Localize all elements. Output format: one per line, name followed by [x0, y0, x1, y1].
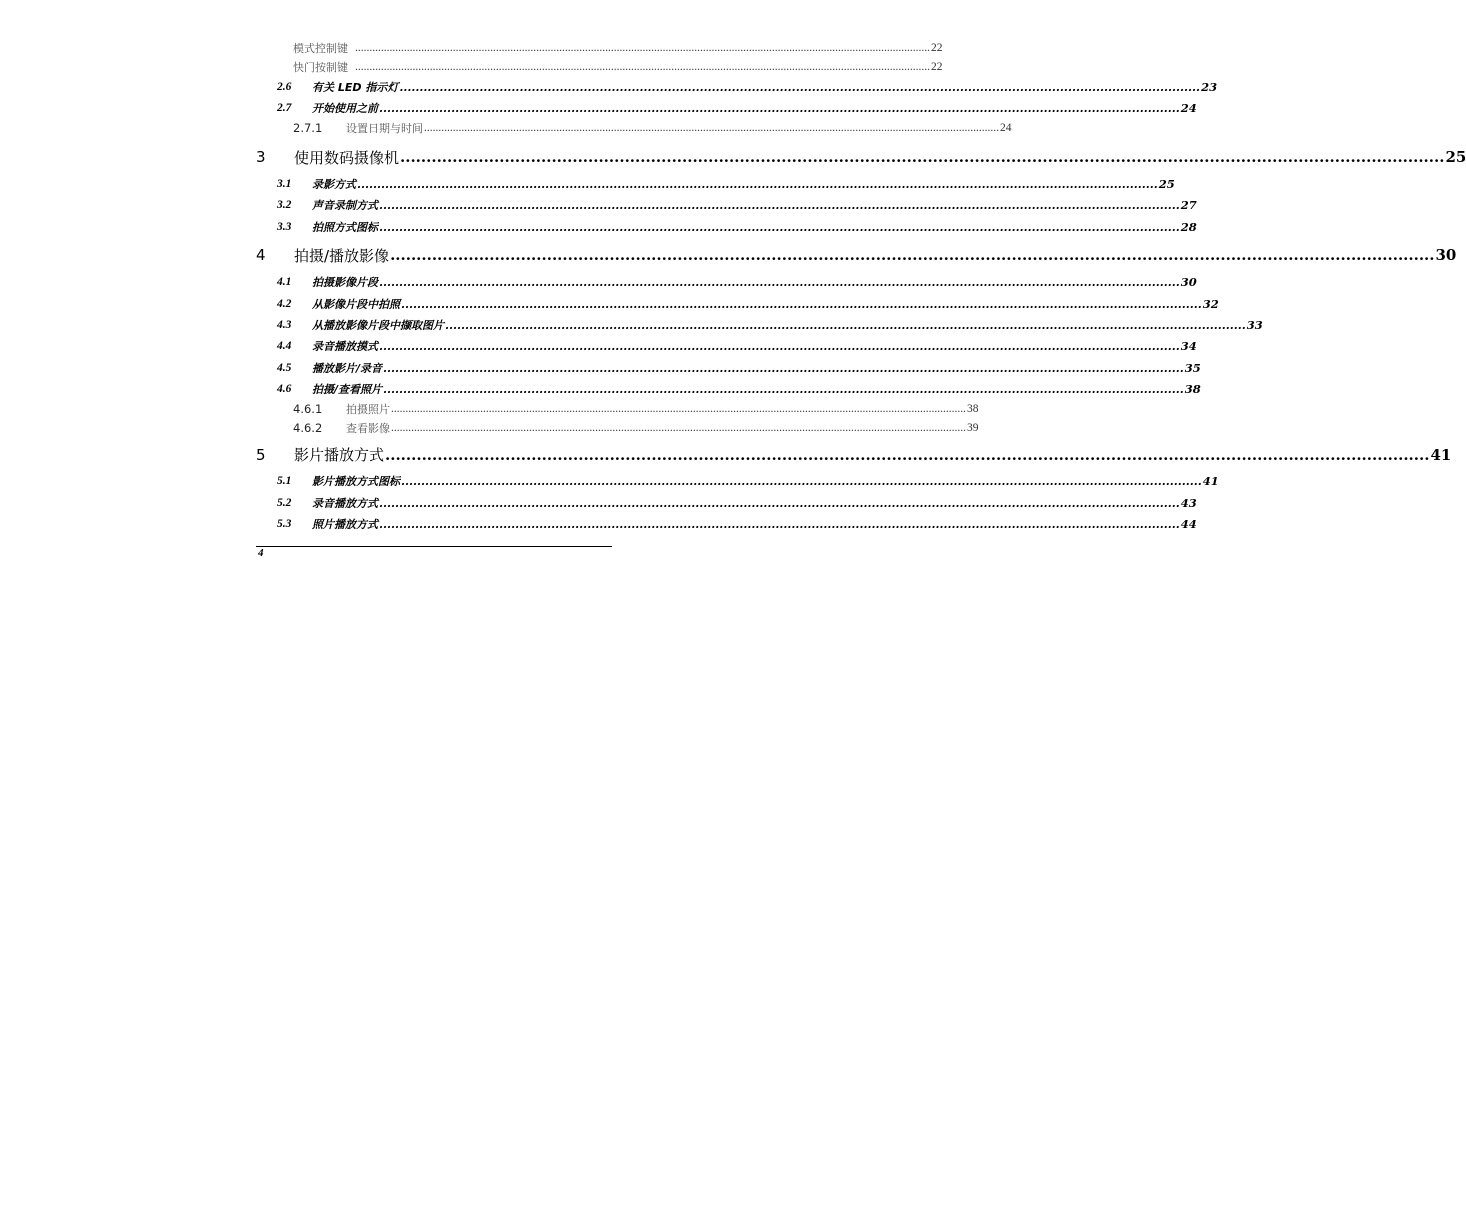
- toc-entry-page: 33: [1246, 317, 1263, 332]
- toc-entry[interactable]: [256, 314, 1263, 335]
- toc-entry-title: 拍摄/播放影像: [294, 246, 390, 265]
- toc-entry-page: 30: [1180, 275, 1197, 290]
- toc-leader-dots: ........................................................................................................................................................................................................: [379, 495, 1180, 510]
- toc-entry-page: 39: [967, 421, 979, 434]
- toc-entry-title: 从播放影像片段中撷取图片: [312, 318, 444, 332]
- toc-entry[interactable]: [256, 378, 1201, 399]
- toc-entry-title: 拍摄/查看照片: [312, 383, 383, 397]
- toc-leader-dots: ........................................................................................................................................................................................................: [399, 79, 1201, 94]
- toc-entry-number: 4: [256, 246, 266, 265]
- toc-entry-title: 快门按制键: [293, 60, 348, 74]
- toc-leader-dots: ........................................................................................................................................................................................................: [445, 317, 1246, 332]
- toc-entry-page: 41: [1202, 474, 1219, 489]
- toc-leader-dots: ........................................................................................................................................................................................................: [401, 474, 1202, 489]
- toc-entry[interactable]: [256, 57, 943, 76]
- table-of-contents: [256, 38, 1466, 535]
- toc-entry-page: 23: [1201, 79, 1218, 94]
- toc-entry-number: 3: [256, 148, 266, 167]
- toc-entry-page: 35: [1184, 360, 1201, 375]
- toc-entry-page: 38: [1184, 382, 1201, 397]
- toc-entry-title: 开始使用之前: [312, 102, 378, 116]
- toc-leader-dots: ........................................................................................................................................................................................................: [390, 246, 1435, 265]
- toc-entry[interactable]: [256, 492, 1197, 513]
- toc-entry-title: 拍摄照片: [346, 403, 390, 417]
- toc-entry[interactable]: [256, 293, 1219, 314]
- toc-leader-dots: ........................................................................................................................................................................................................: [383, 360, 1184, 375]
- toc-entry-number: 4.2: [277, 297, 292, 310]
- toc-entry-number: 4.4: [277, 340, 292, 353]
- toc-leader-dots: ........................................................................................................................................................................................................: [357, 176, 1158, 191]
- toc-entry-number: 4.5: [277, 361, 292, 374]
- toc-entry-page: 34: [1180, 339, 1197, 354]
- toc-entry-number: 2.7: [277, 102, 292, 115]
- toc-entry-title: 录影方式: [312, 177, 356, 191]
- toc-entry-title: 设置日期与时间: [346, 122, 423, 136]
- toc-entry-page: 25: [1445, 148, 1466, 167]
- toc-entry-title: 录音播放摸式: [312, 340, 378, 354]
- toc-leader-dots: ........................................................................................................................................................................................................: [379, 275, 1180, 290]
- toc-entry[interactable]: [256, 418, 979, 437]
- toc-entry[interactable]: [256, 97, 1197, 118]
- footer-rule: [256, 546, 612, 547]
- toc-leader-dots: ........................................................................................................................................................................................................: [424, 122, 999, 135]
- toc-entry[interactable]: [256, 239, 1457, 271]
- toc-entry-number: 2.6: [277, 80, 292, 93]
- toc-entry-title: 照片播放方式: [312, 518, 378, 532]
- toc-entry-number: 3.1: [277, 177, 292, 190]
- toc-entry[interactable]: [256, 119, 1012, 138]
- toc-entry-title: 影片播放方式图标: [312, 475, 400, 489]
- toc-entry[interactable]: [256, 173, 1175, 194]
- toc-entry-number: 5: [256, 445, 266, 464]
- toc-entry-page: 22: [931, 60, 943, 73]
- toc-entry[interactable]: [256, 76, 1218, 97]
- toc-entry-title: 拍照方式图标: [312, 220, 378, 234]
- toc-entry-number: 4.6.2: [293, 420, 323, 435]
- toc-entry-title: 录音播放方式: [312, 496, 378, 510]
- toc-entry-page: 32: [1202, 296, 1219, 311]
- toc-entry-title: 影片播放方式: [294, 446, 385, 465]
- toc-entry-title: 有关 LED 指示灯: [312, 80, 399, 94]
- toc-entry-number: 5.2: [277, 496, 292, 509]
- toc-entry[interactable]: [256, 141, 1466, 173]
- toc-entry-page: 30: [1435, 246, 1457, 265]
- toc-entry-number: 3.3: [277, 220, 292, 233]
- toc-leader-dots: ........................................................................................................................................................................................................: [401, 296, 1202, 311]
- toc-entry[interactable]: [256, 195, 1197, 216]
- toc-entry[interactable]: [256, 471, 1219, 492]
- toc-entry-number: 4.1: [277, 276, 292, 289]
- toc-entry[interactable]: [256, 271, 1197, 292]
- toc-leader-dots: ........................................................................................................................................................................................................: [379, 198, 1180, 213]
- toc-leader-dots: ........................................................................................................................................................................................................: [385, 445, 1430, 464]
- toc-leader-dots: ........................................................................................................................................................................................................: [391, 403, 966, 416]
- toc-leader-dots: ........................................................................................................................................................................................................: [355, 41, 930, 54]
- toc-entry-page: 43: [1180, 495, 1197, 510]
- footer-page-number: 4: [258, 547, 264, 559]
- toc-entry-page: 24: [1000, 122, 1012, 135]
- toc-entry-title: 播放影片/录音: [312, 361, 383, 375]
- toc-entry-number: 4.6.1: [293, 402, 323, 417]
- toc-entry-number: 2.7.1: [293, 121, 323, 136]
- toc-entry[interactable]: [256, 439, 1452, 471]
- toc-leader-dots: ........................................................................................................................................................................................................: [379, 219, 1180, 234]
- toc-entry-title: 模式控制键: [293, 41, 348, 55]
- toc-entry-page: 25: [1158, 176, 1175, 191]
- toc-entry-page: 22: [931, 41, 943, 54]
- toc-leader-dots: ........................................................................................................................................................................................................: [391, 421, 966, 434]
- toc-entry-title: 使用数码摄像机: [294, 148, 400, 167]
- toc-entry-number: 5.1: [277, 475, 292, 488]
- toc-entry[interactable]: [256, 336, 1197, 357]
- toc-entry[interactable]: [256, 216, 1197, 237]
- toc-entry-number: 3.2: [277, 199, 292, 212]
- toc-leader-dots: ........................................................................................................................................................................................................: [379, 517, 1180, 532]
- toc-entry-number: 4.3: [277, 318, 292, 331]
- toc-entry-number: 5.3: [277, 518, 292, 531]
- toc-entry[interactable]: [256, 38, 943, 57]
- toc-entry-page: 27: [1180, 198, 1197, 213]
- toc-entry-page: 24: [1180, 101, 1197, 116]
- toc-entry[interactable]: [256, 514, 1197, 535]
- toc-entry-page: 41: [1430, 445, 1452, 464]
- toc-entry-title: 查看影像: [346, 421, 390, 435]
- toc-entry-page: 38: [967, 403, 979, 416]
- toc-entry-number: 4.6: [277, 383, 292, 396]
- toc-entry[interactable]: [256, 400, 979, 419]
- toc-entry-title: 声音录制方式: [312, 199, 378, 213]
- toc-entry-page: 44: [1180, 517, 1197, 532]
- toc-leader-dots: ........................................................................................................................................................................................................: [379, 339, 1180, 354]
- toc-entry-page: 28: [1180, 219, 1197, 234]
- toc-leader-dots: ........................................................................................................................................................................................................: [355, 60, 930, 73]
- toc-leader-dots: ........................................................................................................................................................................................................: [379, 101, 1180, 116]
- toc-entry-title: 从影像片段中拍照: [312, 297, 400, 311]
- toc-entry-title: 拍摄影像片段: [312, 276, 378, 290]
- toc-leader-dots: ........................................................................................................................................................................................................: [383, 382, 1184, 397]
- toc-entry[interactable]: [256, 357, 1201, 378]
- toc-leader-dots: ........................................................................................................................................................................................................: [400, 148, 1445, 167]
